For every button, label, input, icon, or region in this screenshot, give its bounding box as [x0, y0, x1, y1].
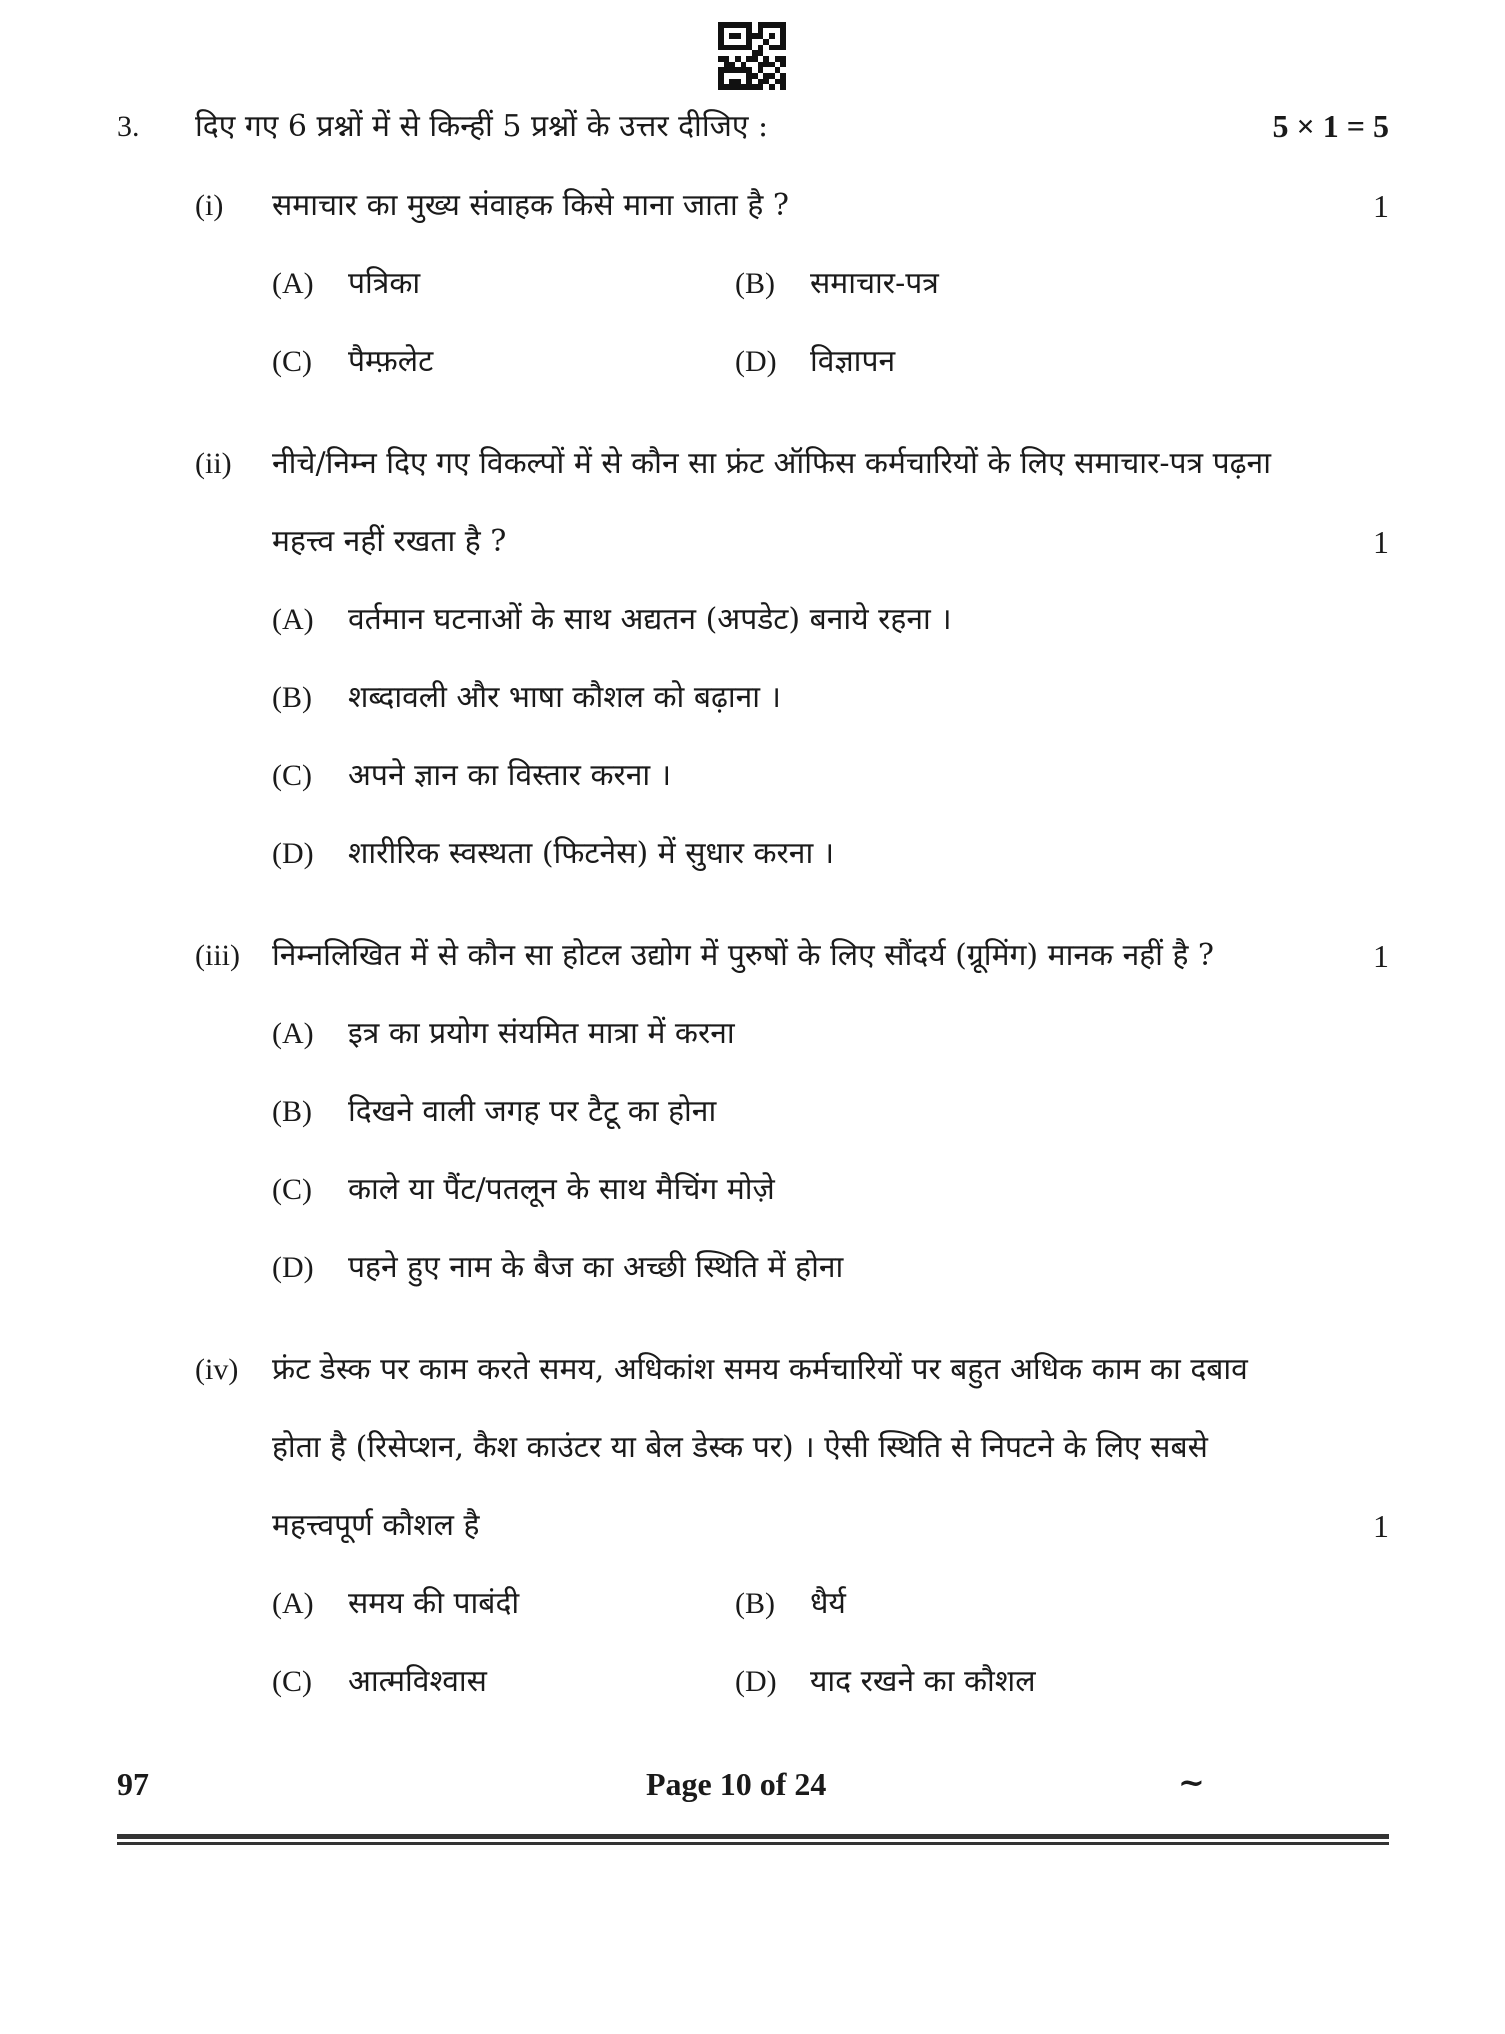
item-text: समाचार का मुख्य संवाहक किसे माना जाता है ?	[272, 188, 789, 223]
item-label: (ii)	[195, 447, 232, 480]
option-key: (A)	[272, 1017, 314, 1050]
item-text: निम्नलिखित में से कौन सा होटल उद्योग में पुरुषों के लिए सौंदर्य (ग्रूमिंग) मानक नहीं है ?	[272, 938, 1215, 973]
footer-rule	[117, 1834, 1389, 1839]
option-text: दिखने वाली जगह पर टैटू का होना	[348, 1094, 717, 1129]
item-marks: 1	[1373, 188, 1389, 224]
option-text: विज्ञापन	[810, 344, 896, 379]
option-key: (C)	[272, 345, 312, 378]
option-key: (D)	[272, 837, 314, 870]
item-marks: 1	[1373, 524, 1389, 560]
option-text: पत्रिका	[348, 266, 421, 301]
option-text: शारीरिक स्वस्थता (फिटनेस) में सुधार करना ।	[348, 836, 835, 871]
paper-code: 97	[117, 1766, 149, 1802]
option-text: धैर्य	[810, 1586, 846, 1621]
option-key: (D)	[272, 1251, 314, 1284]
option-text: वर्तमान घटनाओं के साथ अद्यतन (अपडेट) बनाये रहना ।	[348, 602, 952, 637]
option-text: इत्र का प्रयोग संयमित मात्रा में करना	[348, 1016, 735, 1051]
item-text-line: होता है (रिसेप्शन, कैश काउंटर या बेल डेस्क पर) । ऐसी स्थिति से निपटने के लिए सबसे	[272, 1430, 1208, 1465]
item-label: (iii)	[195, 939, 240, 972]
question-number: 3.	[117, 110, 140, 143]
item-text-line: महत्त्वपूर्ण कौशल है	[272, 1508, 480, 1543]
option-key: (A)	[272, 267, 314, 300]
option-key: (D)	[735, 345, 777, 378]
qr-code	[718, 22, 786, 90]
option-key: (C)	[272, 759, 312, 792]
option-text: पैम्फ़लेट	[348, 344, 434, 379]
option-text: आत्मविश्वास	[348, 1664, 487, 1699]
question-marks-total: 5 × 1 = 5	[1272, 108, 1389, 144]
item-label: (iv)	[195, 1353, 239, 1386]
footer-rule	[117, 1842, 1389, 1845]
option-text: समय की पाबंदी	[348, 1586, 520, 1621]
item-text-line: महत्त्व नहीं रखता है ?	[272, 524, 507, 559]
option-key: (A)	[272, 603, 314, 636]
option-key: (D)	[735, 1665, 777, 1698]
item-text-line: फ्रंट डेस्क पर काम करते समय, अधिकांश समय कर्मचारियों पर बहुत अधिक काम का दबाव	[272, 1352, 1248, 1387]
option-key: (A)	[272, 1587, 314, 1620]
option-text: याद रखने का कौशल	[810, 1664, 1036, 1699]
option-key: (C)	[272, 1665, 312, 1698]
item-marks: 1	[1373, 1508, 1389, 1544]
item-label: (i)	[195, 189, 224, 222]
option-text: समाचार-पत्र	[810, 266, 939, 301]
option-key: (B)	[272, 1095, 312, 1128]
option-text: अपने ज्ञान का विस्तार करना ।	[348, 758, 672, 793]
option-text: शब्दावली और भाषा कौशल को बढ़ाना ।	[348, 680, 781, 715]
footer-mark: ~	[1178, 1763, 1205, 1801]
page-number: Page 10 of 24	[646, 1766, 827, 1802]
option-text: पहने हुए नाम के बैज का अच्छी स्थिति में होना	[348, 1250, 844, 1285]
option-key: (B)	[735, 267, 775, 300]
question-instruction: दिए गए 6 प्रश्नों में से किन्हीं 5 प्रश्नों के उत्तर दीजिए :	[195, 109, 769, 144]
option-key: (C)	[272, 1173, 312, 1206]
item-marks: 1	[1373, 938, 1389, 974]
option-key: (B)	[272, 681, 312, 714]
item-text-line: नीचे/निम्न दिए गए विकल्पों में से कौन सा फ्रंट ऑफिस कर्मचारियों के लिए समाचार-पत्र पढ़ना	[272, 446, 1271, 481]
option-text: काले या पैंट/पतलून के साथ मैचिंग मोज़े	[348, 1172, 775, 1207]
option-key: (B)	[735, 1587, 775, 1620]
